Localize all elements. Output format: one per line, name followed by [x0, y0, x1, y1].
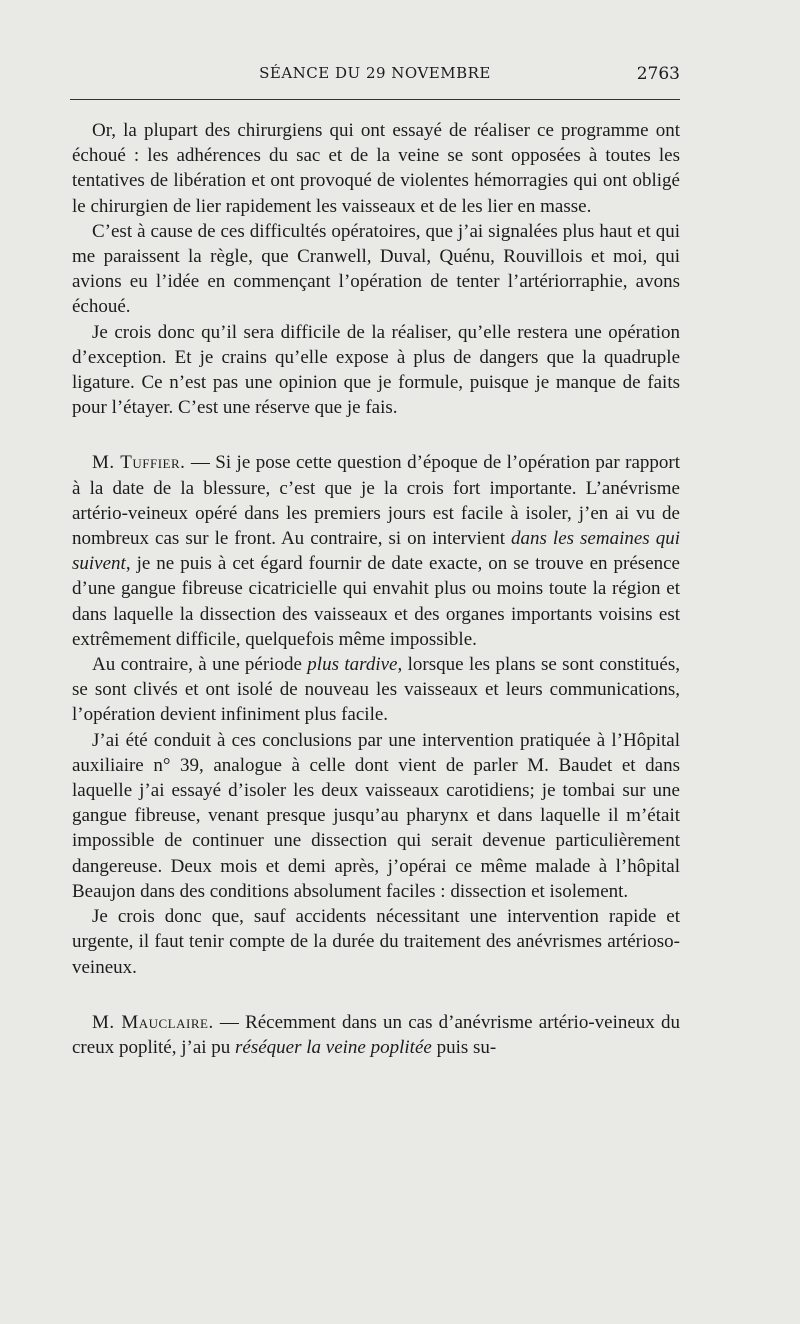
italic-phrase: réséquer la veine poplitée: [235, 1036, 432, 1058]
paragraph-3: Je crois donc qu’il sera difficile de la réaliser, qu’elle restera une opération d’exception. Et je crains qu’elle expose à plus de dangers que la quadruple ligature. Ce n’est pas une opinion que je formule, puisque je manque de faits pour l’étayer. C’est une réserve que je fais.: [72, 321, 680, 419]
running-head: SÉANCE DU 29 NOVEMBRE: [259, 64, 491, 82]
paragraph-text: , je ne puis à cet égard fournir de date exacte, on se trouve en présence d’une gangue fibreuse cicatricielle qui envahit plus ou moins toute la région et dans laquelle la dissection des vaisseaux et des organes importants voisins est extrêmement difficile, quelquefois même impossible.: [72, 553, 680, 650]
page-body: [72, 118, 680, 1060]
paragraph-5: [72, 652, 680, 728]
italic-phrase: plus tardive: [307, 654, 398, 676]
paragraph-2: C’est à cause de ces difficultés opératoires, que j’ai signalées plus haut et qui me paraissent la règle, que Cranwell, Duval, Quénu, Rouvillois et moi, qui avions eu l’idée en commençant l’opération de tenter l’artériorraphie, avons échoué.: [72, 220, 680, 318]
speaker-name: M. Tuffier.: [92, 452, 186, 474]
page-number: 2763: [636, 64, 680, 84]
paragraph-text: puis su-: [431, 1036, 497, 1058]
paragraph-mauclaire: [72, 1010, 680, 1060]
page-header: [70, 64, 680, 88]
speaker-name: M. Mauclaire.: [92, 1011, 214, 1033]
paragraph-7: Je crois donc que, sauf accidents nécessitant une intervention rapide et urgente, il faut tenir compte de la durée du traitement des anévrismes artérioso-veineux.: [72, 906, 680, 978]
paragraph-text: Au contraire, à une période: [92, 654, 308, 676]
italic-phrase: dans les semaines qui suivent: [72, 528, 680, 575]
section-gap: [72, 420, 680, 450]
paragraph-1: Or, la plupart des chirurgiens qui ont essayé de réaliser ce programme ont échoué : les adhérences du sac et de la veine se sont opposées à toutes les tentatives de libération et ont provoqué de violentes hémorragies qui ont obligé le chirurgien de lier rapidement les vaisseaux et de les lier en masse.: [72, 120, 680, 217]
paragraph-tuffier: [72, 450, 680, 652]
paragraph-text: — Récemment dans un cas d’anévrisme artério-veineux du creux poplité, j’ai pu: [72, 1011, 680, 1058]
paragraph-6: J’ai été conduit à ces conclusions par une intervention pratiquée à l’Hôpital auxiliaire n° 39, analogue à celle dont vient de parler M. Baudet et dans laquelle j’ai essayé d’isoler les deux vaisseaux carotidiens; je tombai sur une gangue fibreuse, venant presque jusqu’au pharynx et dans laquelle il m’était impossible de continuer une dissection qui serait devenue particulièrement dangereuse. Deux mois et demi après, j’opérai ce même malade à l’hôpital Beaujon dans des conditions absolument faciles : dissection et isolement.: [72, 729, 680, 902]
paragraph-text: , lorsque les plans se sont constitués, se sont clivés et ont isolé de nouveau les vaisseaux et leurs communications, l’opération devient infiniment plus facile.: [72, 654, 680, 726]
paragraph-text: — Si je pose cette question d’époque de l’opération par rapport à la date de la blessure, c’est que je la crois fort importante. L’anévrisme artério-veineux opéré dans les premiers jours est facile à isoler, j’en ai vu de nombreux cas sur le front. Au contraire, si on intervient: [72, 452, 680, 550]
section-gap: [72, 980, 680, 1010]
header-rule: [70, 99, 680, 100]
